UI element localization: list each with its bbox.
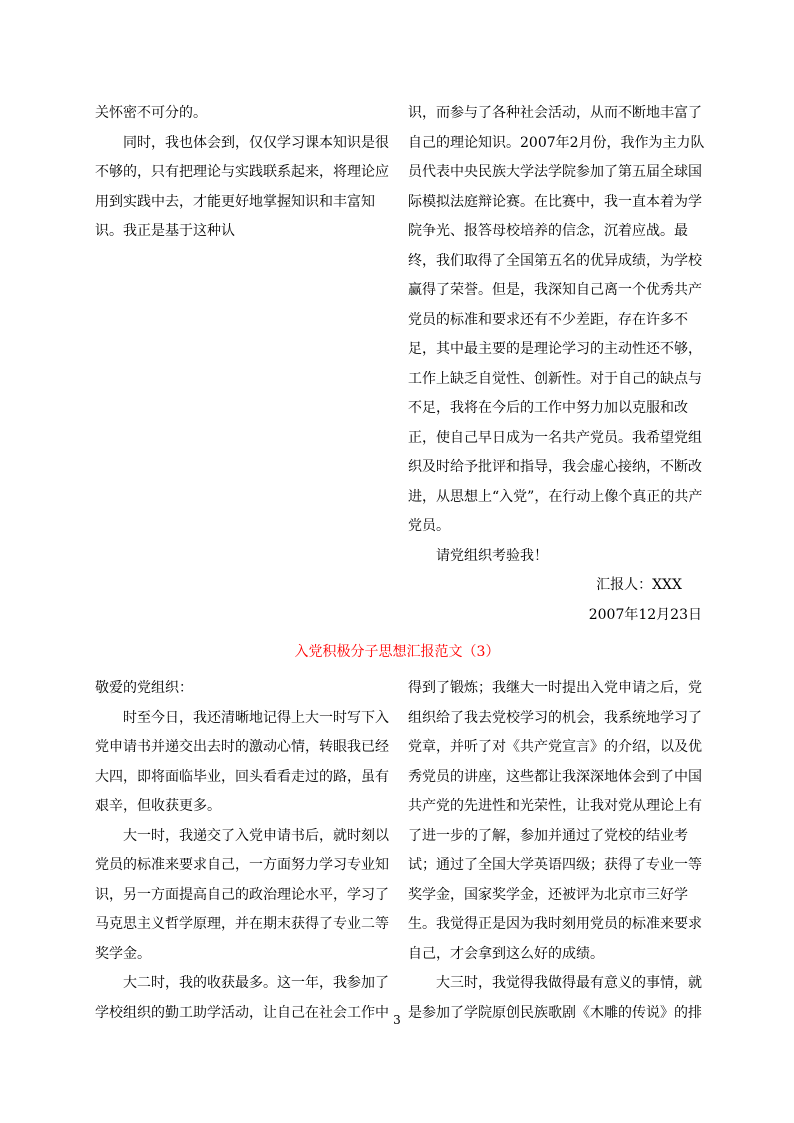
section-heading: 入党积极分子思想汇报范文（3）	[294, 644, 500, 660]
paragraph: 大三时，我觉得我做得最有意义的事情，就是参加了学院原创民族歌剧《木雕的传说》的排	[408, 975, 702, 1021]
closing-line: 请党组织考验我！	[436, 547, 548, 564]
bottom-right-column	[408, 674, 708, 1028]
paragraph: 同时，我也体会到，仅仅学习课本知识是很不够的，只有把理论与实践联系起来，将理论应用到实践中去，才能更好地掌握知识和丰富知识。我正是基于这种认	[95, 134, 389, 239]
paragraph: 时至今日，我还清晰地记得上大一时写下入党申请书并递交出去时的激动心情，转眼我已经大四，即将面临毕业，回头看看走过的路，虽有艰辛，但收获更多。	[95, 709, 389, 814]
top-left-column	[95, 99, 395, 247]
bottom-left-column	[95, 674, 395, 1028]
paragraph: 关怀密不可分的。	[95, 105, 207, 121]
paragraph: 得到了锻炼；我继大一时提出入党申请之后，党组织给了我去党校学习的机会，我系统地学习了党章，并听了对《共产党宣言》的介绍，以及优秀党员的讲座，这些都让我深深地体会到了中国共产党的先进性和光荣性，让我对党从理论上有了进一步的了解，参加并通过了党校的结业考试；通过了全国大学英语四级；获得了专业一等奖学金，国家奖学金，还被评为北京市三好学生。我觉得正是因为我时刻用党员的标准来要求自己，才会拿到这么好的成绩。	[408, 680, 702, 962]
page-number: 3	[393, 1013, 401, 1027]
reporter-signature: 汇报人：XXX	[596, 577, 682, 593]
paragraph: 识，而参与了各种社会活动，从而不断地丰富了自己的理论知识。2007年2月份，我作为主力队员代表中央民族大学法学院参加了第五届全球国际模拟法庭辩论赛。在比赛中，我一直本着为学院争光、报答母校培养的信念，沉着应战。最终，我们取得了全国第五名的优异成绩，为学校赢得了荣誉。但是，我深知自己离一个优秀共产党员的标准和要求还有不少差距，存在许多不足，其中最主要的是理论学习的主动性还不够，工作上缺乏自觉性、创新性。对于自己的缺点与不足，我将在今后的工作中努力加以克服和改正，使自己早日成为一名共产党员。我希望党组织及时给予批评和指导，我会虚心接纳，不断改进，从思想上“入党”，在行动上像个真正的共产党员。	[408, 105, 705, 534]
salutation: 敬爱的党组织：	[95, 680, 193, 696]
paragraph: 大二时，我的收获最多。这一年，我参加了学校组织的勤工助学活动，让自己在社会工作中	[95, 975, 389, 1021]
paragraph: 大一时，我递交了入党申请书后，就时刻以党员的标准来要求自己，一方面努力学习专业知识，另一方面提高自己的政治理论水平，学习了马克思主义哲学原理，并在期末获得了专业二等奖学金。	[95, 827, 389, 962]
report-date: 2007年12月23日	[588, 606, 702, 623]
top-right-column	[408, 99, 708, 630]
